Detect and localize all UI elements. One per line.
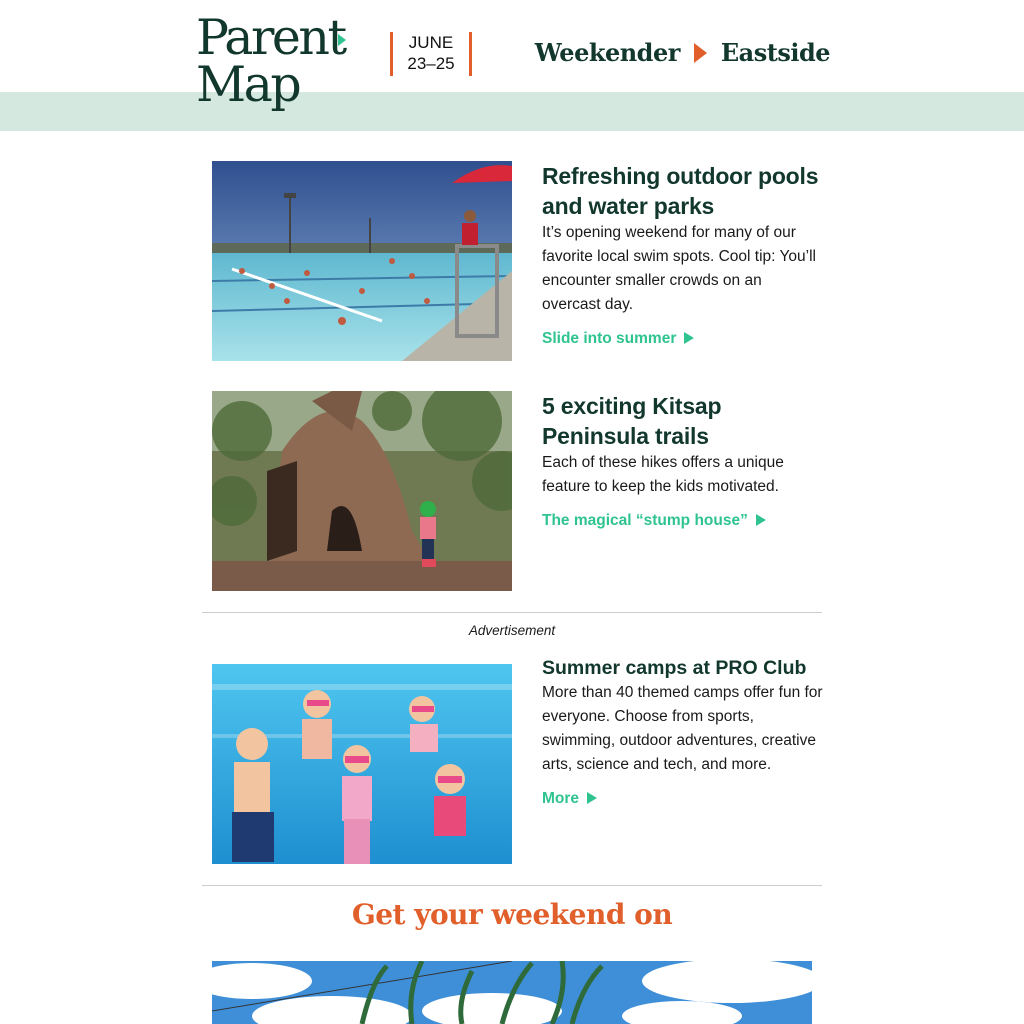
parentmap-logo[interactable] [196, 9, 356, 113]
cta-label: The magical “stump house” [542, 512, 748, 529]
cta-arrow-icon [587, 792, 597, 804]
ad-text [542, 655, 824, 811]
date-month: JUNE [408, 33, 454, 52]
header [0, 0, 1024, 92]
nav-weekender[interactable]: Weekender [534, 38, 680, 67]
stump-house-photo[interactable] [212, 391, 512, 591]
pool-photo[interactable] [212, 161, 512, 361]
article-body: It’s opening weekend for many of our favorite local swim spots. Cool tip: You’ll encounter smaller crowds on an overcast day. [542, 224, 816, 313]
ad-card-pro-club [212, 655, 824, 865]
cta-arrow-icon [756, 514, 766, 526]
nav-eastside[interactable]: Eastside [720, 38, 830, 67]
article-text [542, 161, 824, 351]
divider [202, 885, 822, 886]
article-title[interactable]: Refreshing outdoor pools and water parks [542, 163, 819, 219]
kids-underwater-photo[interactable] [212, 664, 512, 864]
slide-into-summer-link[interactable] [542, 327, 694, 351]
ad-body: More than 40 themed camps offer fun for everyone. Choose from sports, swimming, outdoor adventures, creative arts, science and tech, and more. [542, 684, 823, 773]
stump-house-link[interactable] [542, 509, 766, 533]
article-card-trails [212, 391, 824, 591]
breadcrumb-arrow-icon [694, 43, 707, 63]
date-range: 23–25 [407, 54, 455, 73]
header-band [0, 92, 1024, 131]
logo-line1: Parent [196, 9, 345, 66]
ad-title[interactable]: Summer camps at PRO Club [542, 657, 807, 679]
cta-label: More [542, 790, 580, 807]
logo-play-icon [338, 34, 346, 46]
section-heading: Get your weekend on [351, 898, 673, 931]
cta-arrow-icon [684, 332, 694, 344]
logo-line2: Map [196, 56, 300, 113]
article-text [542, 391, 824, 533]
cta-label: Slide into summer [542, 330, 677, 347]
divider [202, 612, 822, 613]
more-link[interactable] [542, 787, 597, 811]
article-title[interactable]: 5 exciting Kitsap Peninsula trails [542, 393, 722, 449]
featured-photo[interactable] [212, 961, 812, 1024]
newsletter-breadcrumb [535, 38, 830, 67]
issue-date [390, 32, 472, 76]
advertisement-label: Advertisement [468, 623, 556, 638]
article-body: Each of these hikes offers a unique feature to keep the kids motivated. [542, 454, 784, 495]
article-card-pools [212, 161, 824, 361]
